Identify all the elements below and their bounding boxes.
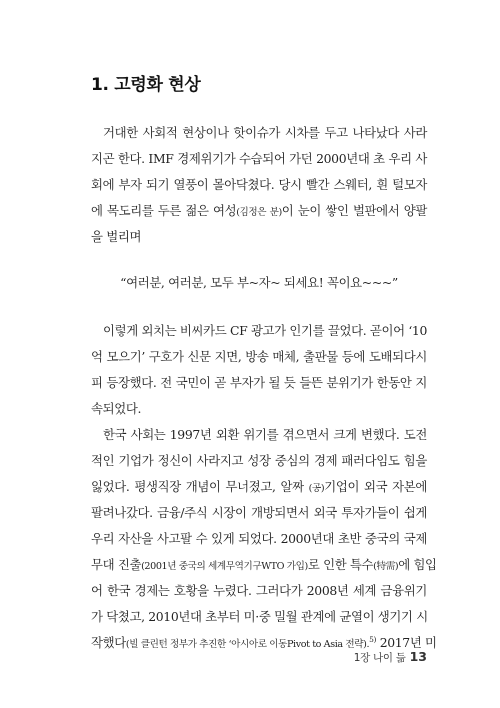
paragraph-line: 피 등장했다. 전 국민이 곧 부자가 될 듯 들뜬 분위기가 한동안 지 — [91, 375, 427, 390]
text-span: 에 힘입 — [398, 557, 437, 572]
paragraph-line: 속되었다. — [91, 401, 142, 416]
text-span: 잃었다. 평생직장 개념이 무너졌고, 알짜 — [91, 479, 309, 494]
paragraph-line: 팔려나갔다. 금융/주식 시장이 개방되면서 외국 투자가들이 쉽게 — [91, 505, 427, 520]
quote-line: “여러분, 여러분, 모두 부~자~ 되세요! 꼭이요~~~” — [120, 275, 398, 290]
paragraph-line: 회에 부자 되기 열풍이 몰아닥쳤다. 당시 빨간 스웨터, 흰 털모자 — [91, 177, 427, 192]
paragraph-line: 가 닥쳤고, 2010년대 초부터 미·중 밀월 관계에 균열이 생기기 시 — [91, 609, 428, 624]
inline-note: (빌 클린턴 정부가 추진한 ‘아시아로 이동Pivot to Asia 전략). — [125, 639, 370, 650]
paragraph-line — [91, 203, 427, 221]
paragraph-line: 을 벌리며 — [91, 229, 142, 244]
paragraph-line: 거대한 사회적 현상이나 핫이슈가 시차를 두고 나타났다 사라 — [103, 125, 427, 140]
paragraph-line: 어 한국 경제는 호황을 누렸다. 그러다가 2008년 세계 금융위기 — [91, 583, 427, 598]
text-span: 이 눈이 쌓인 벌판에서 양팔 — [281, 203, 428, 218]
paragraph-line — [91, 557, 437, 575]
chapter-label: 1장 나이 듦 — [353, 652, 406, 664]
text-span: 기업이 외국 자본에 — [324, 479, 427, 494]
page-footer — [354, 646, 427, 665]
paragraph-line: 적인 기업가 정신이 사라지고 성장 중심의 경제 패러다임도 힘을 — [91, 453, 427, 468]
inline-note: (特需) — [373, 561, 399, 572]
text-span: 에 목도리를 두른 젊은 여성 — [91, 203, 237, 218]
inline-note: (김정은 분) — [236, 207, 282, 218]
section-title: 1. 고령화 현상 — [91, 75, 201, 95]
paragraph-line: 지곤 한다. IMF 경제위기가 수습되어 가던 2000년대 초 우리 사 — [91, 151, 427, 166]
paragraph-line: 우리 자산을 사고팔 수 있게 되었다. 2000년대 초반 중국의 국제 — [91, 531, 427, 546]
page-number: 13 — [409, 649, 427, 664]
footnote-marker: 5) — [369, 634, 377, 644]
text-span: 2017년 미 — [376, 635, 437, 650]
inline-note: (공) — [308, 483, 325, 494]
text-span: 로 인한 특수 — [307, 557, 374, 572]
paragraph-line: 억 모으기’ 구호가 신문 지면, 방송 매체, 출판물 등에 도배되다시 — [91, 349, 427, 364]
inline-note: (2001년 중국의 세계무역기구WTO 가입) — [141, 561, 308, 572]
text-span: 작했다 — [91, 635, 126, 650]
paragraph-line: 이렇게 외치는 비씨카드 CF 광고가 인기를 끌었다. 곧이어 ‘10 — [103, 323, 427, 338]
text-span: 무대 진출 — [91, 557, 142, 572]
paragraph-line: 한국 사회는 1997년 외환 위기를 겪으면서 크게 변했다. 도전 — [103, 427, 427, 442]
paragraph-line — [91, 479, 427, 497]
